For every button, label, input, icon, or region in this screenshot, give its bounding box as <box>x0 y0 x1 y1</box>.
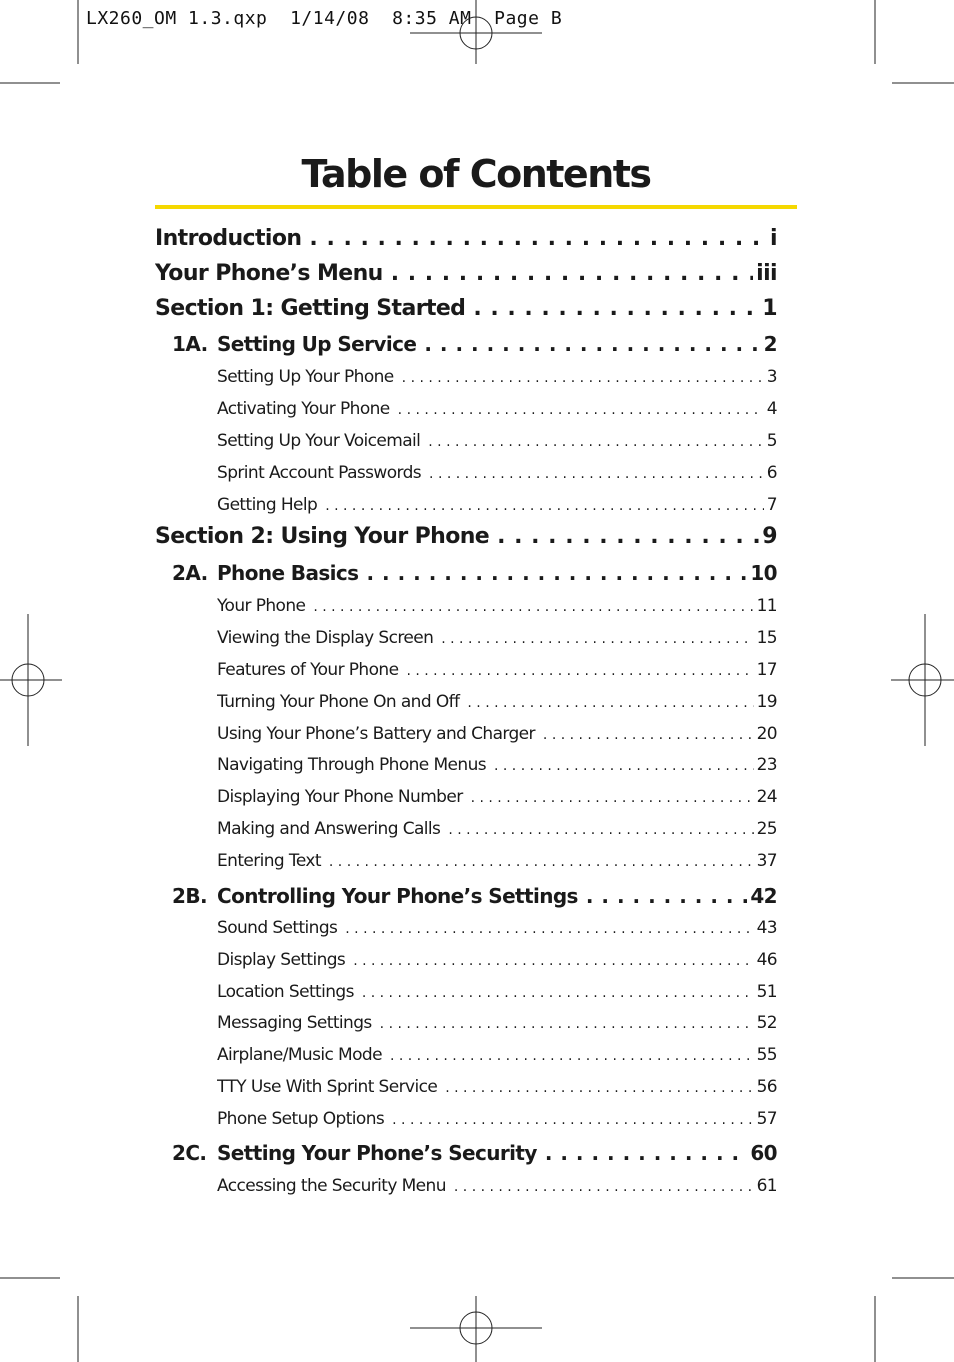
toc-entry-page: 20 <box>756 724 777 744</box>
toc-entry-page: 10 <box>750 561 777 585</box>
dot-leader <box>392 1112 753 1128</box>
dot-leader <box>406 663 753 679</box>
toc-entry-page: 1 <box>762 296 777 321</box>
toc-entry-page: 2 <box>763 332 777 356</box>
toc-entry-label: Messaging Settings <box>217 1013 372 1033</box>
toc-entry-page: 42 <box>750 884 777 908</box>
dot-leader <box>424 332 760 356</box>
dot-leader <box>473 296 759 321</box>
dot-leader <box>497 524 759 549</box>
toc-entry-sound-settings[interactable] <box>217 918 777 942</box>
toc-entry-page: 37 <box>756 851 777 871</box>
toc-entry-label: TTY Use With Sprint Service <box>217 1077 438 1097</box>
toc-entry-page: iii <box>756 261 777 286</box>
dot-leader <box>366 561 747 585</box>
toc-entry-section-2[interactable] <box>155 524 777 554</box>
dot-leader <box>329 854 754 870</box>
title-underline <box>155 205 797 209</box>
toc-entry-page: 6 <box>766 463 777 483</box>
toc-entry-2c[interactable] <box>172 1141 777 1169</box>
toc-entry-label: Sound Settings <box>217 918 338 938</box>
toc-entry-page: 19 <box>756 692 777 712</box>
toc-entry-label: Controlling Your Phone’s Settings <box>217 884 578 908</box>
toc-entry-label: Phone Setup Options <box>217 1109 385 1129</box>
toc-entry-page: 4 <box>766 399 777 419</box>
dot-leader <box>445 1080 753 1096</box>
registration-mark-bottom <box>410 1296 542 1362</box>
toc-entry-page: 11 <box>756 596 777 616</box>
toc-entry-number: 2A. <box>172 561 208 585</box>
toc-entry-phone-setup-options[interactable] <box>217 1109 777 1133</box>
dot-leader <box>471 790 754 806</box>
toc-entry-page: 24 <box>756 787 777 807</box>
toc-entry-2a[interactable] <box>172 561 777 589</box>
toc-entry-turning-phone-on-off[interactable] <box>217 692 777 716</box>
toc-entry-page: 5 <box>766 431 777 451</box>
toc-entry-entering-text[interactable] <box>217 851 777 875</box>
toc-entry-activating-your-phone[interactable] <box>217 399 777 423</box>
toc-entry-display-settings[interactable] <box>217 950 777 974</box>
toc-entry-label: Navigating Through Phone Menus <box>217 755 486 775</box>
dot-leader <box>586 884 747 908</box>
toc-entry-features-of-your-phone[interactable] <box>217 660 777 684</box>
toc-entry-label: Setting Your Phone’s Security <box>217 1141 537 1165</box>
toc-entry-label: Your Phone <box>217 596 306 616</box>
toc-entry-page: 15 <box>756 628 777 648</box>
toc-entry-page: 23 <box>756 755 777 775</box>
toc-entry-label: Accessing the Security Menu <box>217 1176 446 1196</box>
toc-entry-page: 46 <box>756 950 777 970</box>
dot-leader <box>325 498 764 514</box>
toc-entry-navigating-phone-menus[interactable] <box>217 755 777 779</box>
toc-entry-label: Using Your Phone’s Battery and Charger <box>217 724 535 744</box>
toc-entry-label: Features of Your Phone <box>217 660 399 680</box>
toc-entry-page: 52 <box>756 1013 777 1033</box>
toc-entry-label: Location Settings <box>217 982 354 1002</box>
toc-entry-1a[interactable] <box>172 332 777 360</box>
toc-entry-label: Your Phone’s Menu <box>155 261 383 286</box>
toc-entry-page: 60 <box>750 1141 777 1165</box>
toc-entry-setting-up-your-phone[interactable] <box>217 367 777 391</box>
toc-entry-introduction[interactable] <box>155 226 777 256</box>
toc-entry-label: Making and Answering Calls <box>217 819 441 839</box>
toc-entry-page: 43 <box>756 918 777 938</box>
printer-slug: LX260_OM 1.3.qxp 1/14/08 8:35 AM Page B <box>86 8 563 29</box>
toc-entry-section-1[interactable] <box>155 296 777 326</box>
toc-entry-label: Setting Up Your Phone <box>217 367 394 387</box>
dot-leader <box>345 921 753 937</box>
dot-leader <box>380 1016 754 1032</box>
toc-entry-label: Entering Text <box>217 851 321 871</box>
dot-leader <box>545 1141 748 1165</box>
toc-entry-label: Turning Your Phone On and Off <box>217 692 460 712</box>
toc-entry-number: 2C. <box>172 1141 207 1165</box>
toc-entry-page: 55 <box>756 1045 777 1065</box>
dot-leader <box>313 599 753 615</box>
toc-entry-page: 3 <box>766 367 777 387</box>
toc-entry-messaging-settings[interactable] <box>217 1013 777 1037</box>
toc-entry-page: i <box>770 226 777 251</box>
toc-entry-page: 9 <box>762 524 777 549</box>
dot-leader <box>428 434 764 450</box>
toc-entry-location-settings[interactable] <box>217 982 777 1006</box>
toc-entry-label: Viewing the Display Screen <box>217 628 434 648</box>
toc-entry-making-answering-calls[interactable] <box>217 819 777 843</box>
toc-entry-label: Phone Basics <box>217 561 359 585</box>
dot-leader <box>494 758 754 774</box>
dot-leader <box>441 631 753 647</box>
dot-leader <box>309 226 767 251</box>
toc-entry-label: Section 1: Getting Started <box>155 296 466 321</box>
dot-leader <box>398 402 764 418</box>
dot-leader <box>429 466 764 482</box>
dot-leader <box>353 953 753 969</box>
toc-entry-page: 17 <box>756 660 777 680</box>
page-title: Table of Contents <box>301 152 651 196</box>
toc-entry-airplane-music-mode[interactable] <box>217 1045 777 1069</box>
toc-entry-label: Activating Your Phone <box>217 399 390 419</box>
toc-entry-number: 1A. <box>172 332 208 356</box>
toc-entry-page: 7 <box>766 495 777 515</box>
dot-leader <box>467 695 753 711</box>
toc-entry-getting-help[interactable] <box>217 495 777 519</box>
toc-entry-page: 51 <box>756 982 777 1002</box>
toc-entry-page: 57 <box>756 1109 777 1129</box>
toc-entry-sprint-account-passwords[interactable] <box>217 463 777 487</box>
toc-entry-page: 56 <box>756 1077 777 1097</box>
toc-entry-page: 25 <box>756 819 777 839</box>
toc-entry-page: 61 <box>756 1176 777 1196</box>
dot-leader <box>390 1048 754 1064</box>
toc-entry-viewing-display-screen[interactable] <box>217 628 777 652</box>
toc-entry-accessing-security-menu[interactable] <box>217 1176 777 1200</box>
toc-entry-label: Sprint Account Passwords <box>217 463 422 483</box>
toc-entry-label: Setting Up Your Voicemail <box>217 431 421 451</box>
toc-entry-number: 2B. <box>172 884 207 908</box>
toc-entry-your-phones-menu[interactable] <box>155 261 777 291</box>
dot-leader <box>391 261 753 286</box>
toc-entry-label: Airplane/Music Mode <box>217 1045 382 1065</box>
dot-leader <box>448 822 753 838</box>
toc-entry-battery-and-charger[interactable] <box>217 724 777 748</box>
toc-entry-label: Setting Up Service <box>217 332 417 356</box>
toc-entry-label: Displaying Your Phone Number <box>217 787 463 807</box>
toc-entry-label: Introduction <box>155 226 302 251</box>
registration-mark-left <box>0 614 62 746</box>
toc-entry-your-phone[interactable] <box>217 596 777 620</box>
toc-entry-2b[interactable] <box>172 884 777 912</box>
toc-entry-setting-up-voicemail[interactable] <box>217 431 777 455</box>
toc-entry-label: Section 2: Using Your Phone <box>155 524 490 549</box>
dot-leader <box>454 1179 754 1195</box>
registration-mark-right <box>891 614 954 746</box>
dot-leader <box>543 727 754 743</box>
dot-leader <box>362 985 754 1001</box>
registration-mark-top <box>410 0 542 64</box>
toc-entry-label: Getting Help <box>217 495 318 515</box>
toc-entry-tty-use[interactable] <box>217 1077 777 1101</box>
toc-entry-displaying-phone-number[interactable] <box>217 787 777 811</box>
dot-leader <box>402 370 764 386</box>
toc-entry-label: Display Settings <box>217 950 346 970</box>
